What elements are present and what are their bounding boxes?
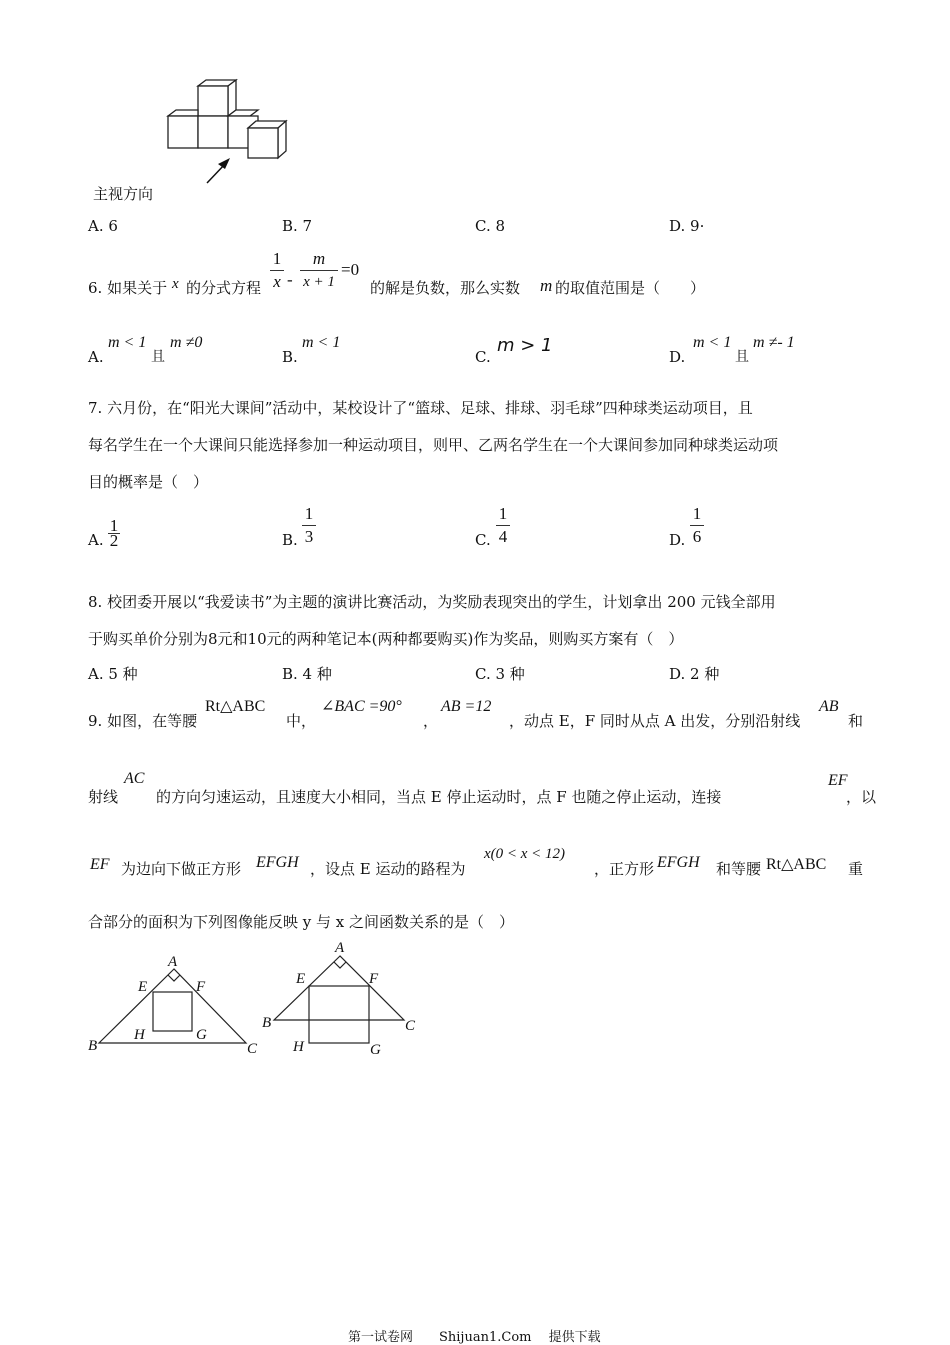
q5-option-d: D. 9· [669, 217, 705, 235]
q9-l3-math-5: Rt△ABC [766, 856, 827, 873]
q9-l1-e: 和 [848, 712, 864, 730]
q9-l3-b: ，设点 E 运动的路程为 [310, 860, 466, 878]
q5-option-c: C. 8 [475, 217, 506, 235]
q7-option-c-fraction: 1 4 [496, 505, 510, 546]
q9-l1-math-2: ∠BAC =90° [321, 698, 402, 715]
q9-l3-a: 为边向下做正方形 [121, 860, 242, 878]
q6-option-d-joiner: 且 [735, 349, 749, 365]
q8-option-a: A. 5 种 [88, 665, 138, 683]
fig1-label-a: A [168, 954, 178, 970]
q7-option-d-label: D. [669, 531, 686, 549]
fig1-label-e: E [138, 979, 148, 995]
q6-fraction-2: m x + 1 [300, 250, 338, 291]
q9-l3-c: ，正方形 [594, 860, 655, 878]
q6-option-a-math2: m ≠0 [170, 334, 203, 351]
q7-line-1: 7. 六月份，在“阳光大课间”活动中，某校设计了“篮球、足球、排球、羽毛球”四种球类运动项目，且 [88, 399, 753, 417]
q7-line-2: 每名学生在一个大课间只能选择参加一种运动项目，则甲、乙两名学生在一个大课间参加同种球类运动项 [88, 436, 779, 454]
fig2-label-a: A [335, 940, 345, 956]
q8-line-1: 8. 校团委开展以“我爱读书”为主题的演讲比赛活动，为奖励表现突出的学生，计划拿出 200 元钱全部用 [88, 593, 776, 611]
q7-option-b-fraction: 1 3 [302, 505, 316, 546]
q9-l1-math-4: AB [819, 698, 839, 715]
fig1-label-h: H [134, 1027, 145, 1043]
q6-suffix-1: 的解是负数，那么实数 [370, 279, 521, 297]
q6-mid: 的分式方程 [186, 279, 262, 297]
q6-var-m: m [540, 276, 553, 295]
q5-option-b: B. 7 [282, 217, 313, 235]
q9-l1-c: ， [423, 712, 439, 730]
q6-option-d-math2: m ≠- 1 [753, 334, 795, 351]
q6-option-a-label: A. [88, 348, 104, 366]
q6-option-d-math1: m < 1 [693, 334, 732, 351]
q6-minus: - [287, 270, 293, 289]
q6-option-d-label: D. [669, 348, 686, 366]
q6-option-b-label: B. [282, 348, 298, 366]
fig2-label-g: G [370, 1042, 381, 1058]
q6-option-b-math1: m < 1 [302, 334, 341, 351]
q8-line-2: 于购买单价分别为8元和10元的两种笔记本(两种都要购买)作为奖品，则购买方案有（ ） [88, 630, 684, 648]
q9-l1-math-1: Rt△ABC [205, 698, 266, 715]
fig1-label-f: F [196, 979, 206, 995]
q9-l1-a: 9. 如图，在等腰 [88, 712, 198, 730]
q9-l3-math-3: x(0 < x < 12) [484, 846, 566, 862]
q8-option-b: B. 4 种 [282, 665, 332, 683]
fig1-label-b: B [88, 1038, 98, 1054]
q6-option-c-math1: m > 1 [497, 335, 553, 356]
q6-var-x: x [172, 276, 179, 292]
q6-prefix: 6. 如果关于 [88, 279, 168, 297]
fig2-label-b: B [262, 1015, 272, 1031]
q9-l2-b: 的方向匀速运动，且速度大小相同，当点 E 停止运动时，点 F 也随之停止运动，连接 [156, 788, 722, 806]
q9-l3-math-4: EFGH [657, 854, 700, 871]
q9-l1-b: 中， [286, 712, 317, 730]
q6-rhs: =0 [341, 260, 360, 279]
fig1-label-c: C [247, 1041, 258, 1057]
fig1-label-g: G [196, 1027, 207, 1043]
q9-l3-e: 重 [848, 860, 864, 878]
q7-line-3: 目的概率是（ ） [88, 473, 209, 491]
q8-option-c: C. 3 种 [475, 665, 525, 683]
q7-option-a-fraction: 1 2 [109, 516, 119, 550]
q9-line-4: 合部分的面积为下列图像能反映 y 与 x 之间函数关系的是（ ） [88, 913, 515, 931]
fig2-label-h: H [293, 1039, 304, 1055]
footer-text: 第一试卷网 Shijuan1.Com 提供下载 [348, 1330, 601, 1345]
q8-option-d: D. 2 种 [669, 665, 720, 683]
q9-l2-math-1: AC [124, 770, 145, 787]
fig2-label-e: E [296, 971, 306, 987]
q6-fraction-1: 1 x [270, 250, 284, 291]
q9-l3-math-1: EF [90, 856, 110, 873]
q9-l3-math-2: EFGH [256, 854, 299, 871]
q9-l1-math-3: AB =12 [441, 698, 492, 715]
q9-l2-math-2: EF [828, 772, 848, 789]
view-direction-caption: 主视方向 [93, 185, 154, 203]
q9-l2-a: 射线 [88, 788, 119, 806]
fig2-label-c: C [405, 1018, 416, 1034]
q7-option-d-fraction: 1 6 [690, 505, 704, 546]
q9-l3-d: 和等腰 [716, 860, 762, 878]
q7-option-c-label: C. [475, 531, 491, 549]
q7-option-a-label: A. [88, 531, 104, 549]
q5-option-a: A. 6 [88, 217, 118, 235]
q7-option-b-label: B. [282, 531, 298, 549]
q6-suffix-2: 的取值范围是（ ） [555, 279, 706, 297]
fig2-label-f: F [369, 971, 379, 987]
q6-option-a-joiner: 且 [151, 349, 165, 365]
q6-option-a-math1: m < 1 [108, 334, 147, 351]
q9-l1-d: ，动点 E，F 同时从点 A 出发，分别沿射线 [509, 712, 801, 730]
q6-option-c-label: C. [475, 348, 491, 366]
q9-l2-c: ，以 [846, 788, 877, 806]
